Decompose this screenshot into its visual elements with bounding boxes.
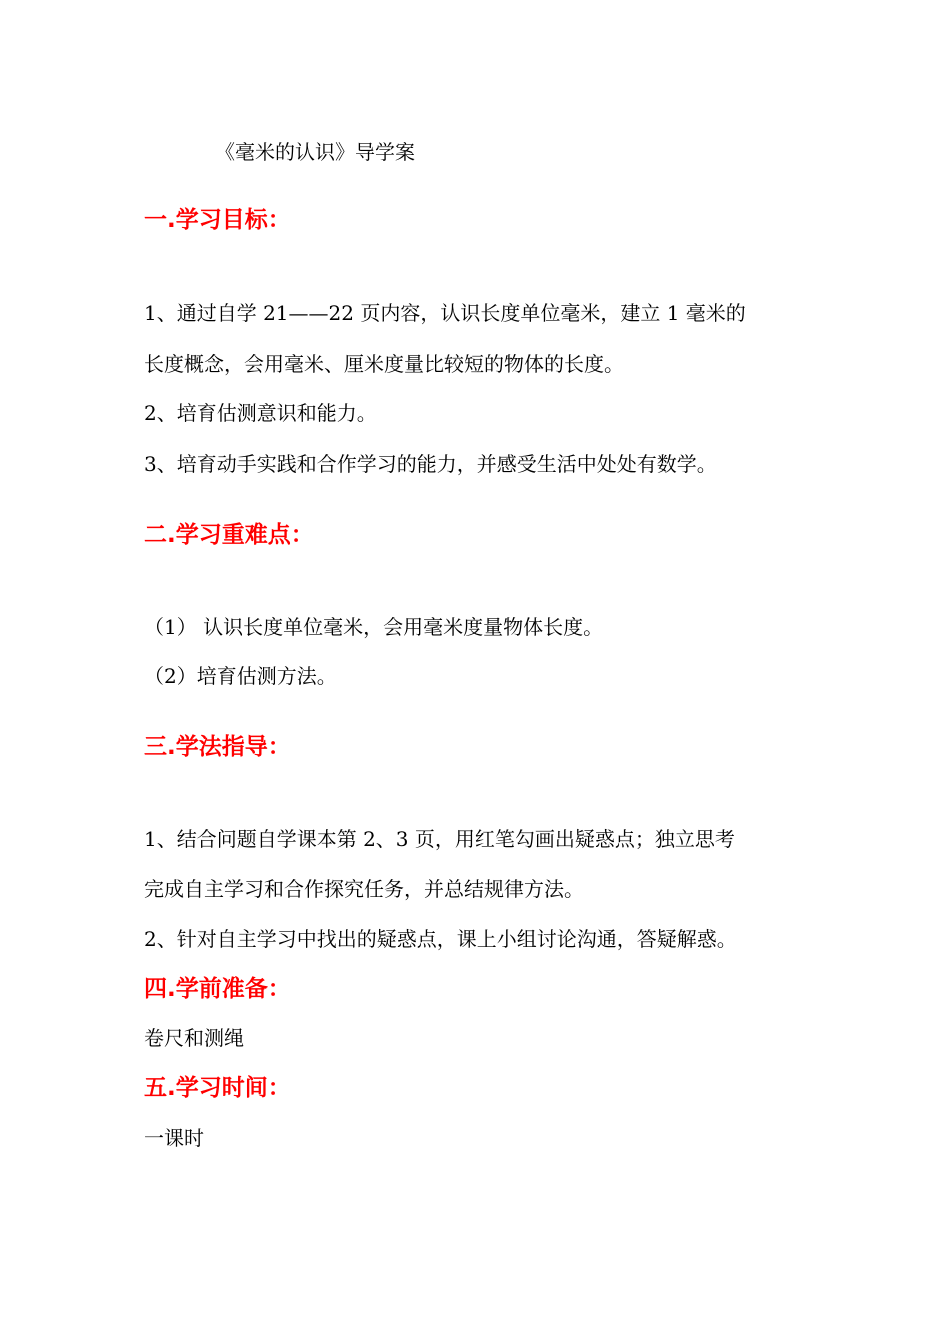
objectives-line-3: 2、培育估测意识和能力。 [144, 401, 377, 425]
document-title: 《毫米的认识》导学案 [215, 140, 415, 164]
method-line-2: 完成自主学习和合作探究任务，并总结规律方法。 [144, 877, 584, 901]
objectives-line-4: 3、培育动手实践和合作学习的能力，并感受生活中处处有数学。 [144, 452, 717, 476]
section-heading-objectives: 一.学习目标： [144, 207, 291, 233]
method-line-1: 1、结合问题自学课本第 2、3 页，用红笔勾画出疑惑点；独立思考 [144, 827, 735, 851]
time-line-1: 一课时 [144, 1126, 204, 1150]
section-heading-time: 五.学习时间： [144, 1075, 291, 1101]
objectives-line-2: 长度概念，会用毫米、厘米度量比较短的物体的长度。 [144, 352, 624, 376]
key-points-line-1: （1） 认识长度单位毫米，会用毫米度量物体长度。 [144, 615, 604, 639]
key-points-line-2: （2）培育估测方法。 [144, 664, 337, 688]
section-heading-key-points: 二.学习重难点： [144, 522, 314, 548]
section-heading-preparation: 四.学前准备： [144, 976, 291, 1002]
objectives-line-1: 1、通过自学 21——22 页内容，认识长度单位毫米，建立 1 毫米的 [144, 301, 746, 325]
section-heading-method: 三.学法指导： [144, 734, 291, 760]
preparation-line-1: 卷尺和测绳 [144, 1026, 244, 1050]
method-line-3: 2、针对自主学习中找出的疑惑点，课上小组讨论沟通，答疑解惑。 [144, 927, 737, 951]
